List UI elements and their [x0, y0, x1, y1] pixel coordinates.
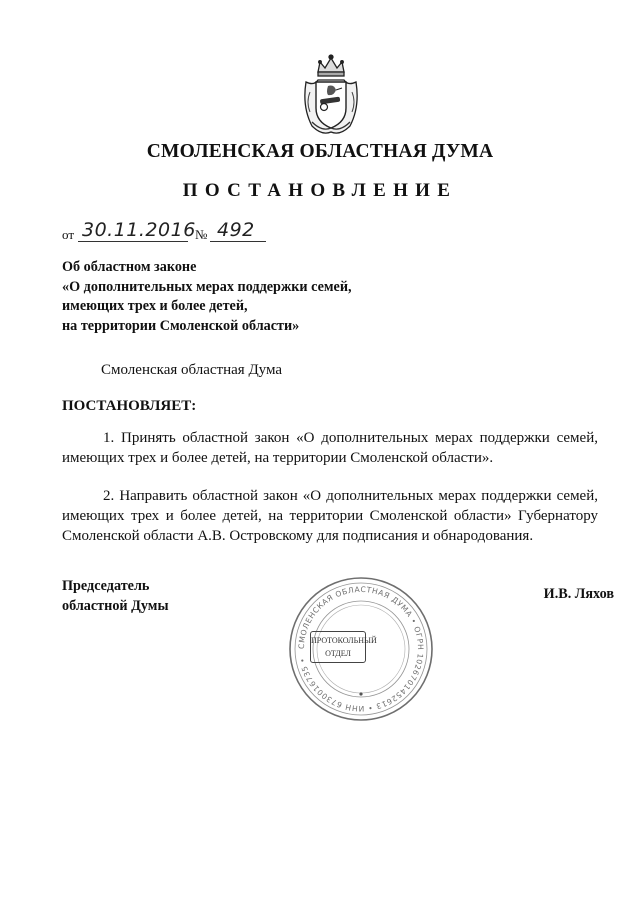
seal-center-line: ПРОТОКОЛЬНЫЙ — [311, 636, 377, 645]
subject-line: «О дополнительных мерах поддержки семей, — [62, 278, 352, 295]
intro-text: Смоленская областная Дума — [101, 362, 283, 378]
seal-center-line: ОТДЕЛ — [325, 649, 351, 658]
paragraph-2: 2. Направить областной закон «О дополнительных мерах поддержки семей, имеющих трех и более детей, на территории Смоленской области» Губернатору Смоленской области А.В. Островскому для подписания и обнародования. — [62, 488, 598, 544]
seal-ring-text: СМОЛЕНСКАЯ ОБЛАСТНАЯ ДУМА • ОГРН 1026701452613 • ИНН 6730016735 • — [296, 584, 426, 714]
signatory-title-line: областной Думы — [62, 598, 169, 614]
coat-of-arms-emblem — [298, 52, 364, 136]
subject-line: на территории Смоленской области» — [62, 317, 300, 334]
subject-line: имеющих трех и более детей, — [62, 298, 248, 314]
handwritten-date: 30.11.2016 — [82, 219, 196, 241]
organization-title: СМОЛЕНСКАЯ ОБЛАСТНАЯ ДУМА — [146, 141, 494, 162]
number-underline — [210, 241, 266, 242]
date-number-line — [62, 216, 322, 246]
signatory-title — [62, 576, 169, 616]
handwritten-number: 492 — [217, 219, 255, 241]
date-underline — [78, 241, 188, 242]
signatory-title-line: Председатель — [62, 578, 150, 594]
document-type-title: ПОСТАНОВЛЕНИЕ — [182, 180, 458, 201]
date-prefix: от — [62, 227, 75, 242]
seal-center-label — [310, 631, 377, 663]
number-prefix: № — [195, 227, 208, 242]
signatory-name: И.В. Ляхов — [543, 586, 614, 602]
paragraph-1: 1. Принять областной закон «О дополнительных мерах поддержки семей, имеющих трех и более детей, на территории Смоленской области». — [62, 430, 598, 466]
resolves-heading: ПОСТАНОВЛЯЕТ: — [62, 398, 197, 414]
subject-line: Об областном законе — [62, 259, 197, 275]
document-subject — [62, 258, 482, 336]
